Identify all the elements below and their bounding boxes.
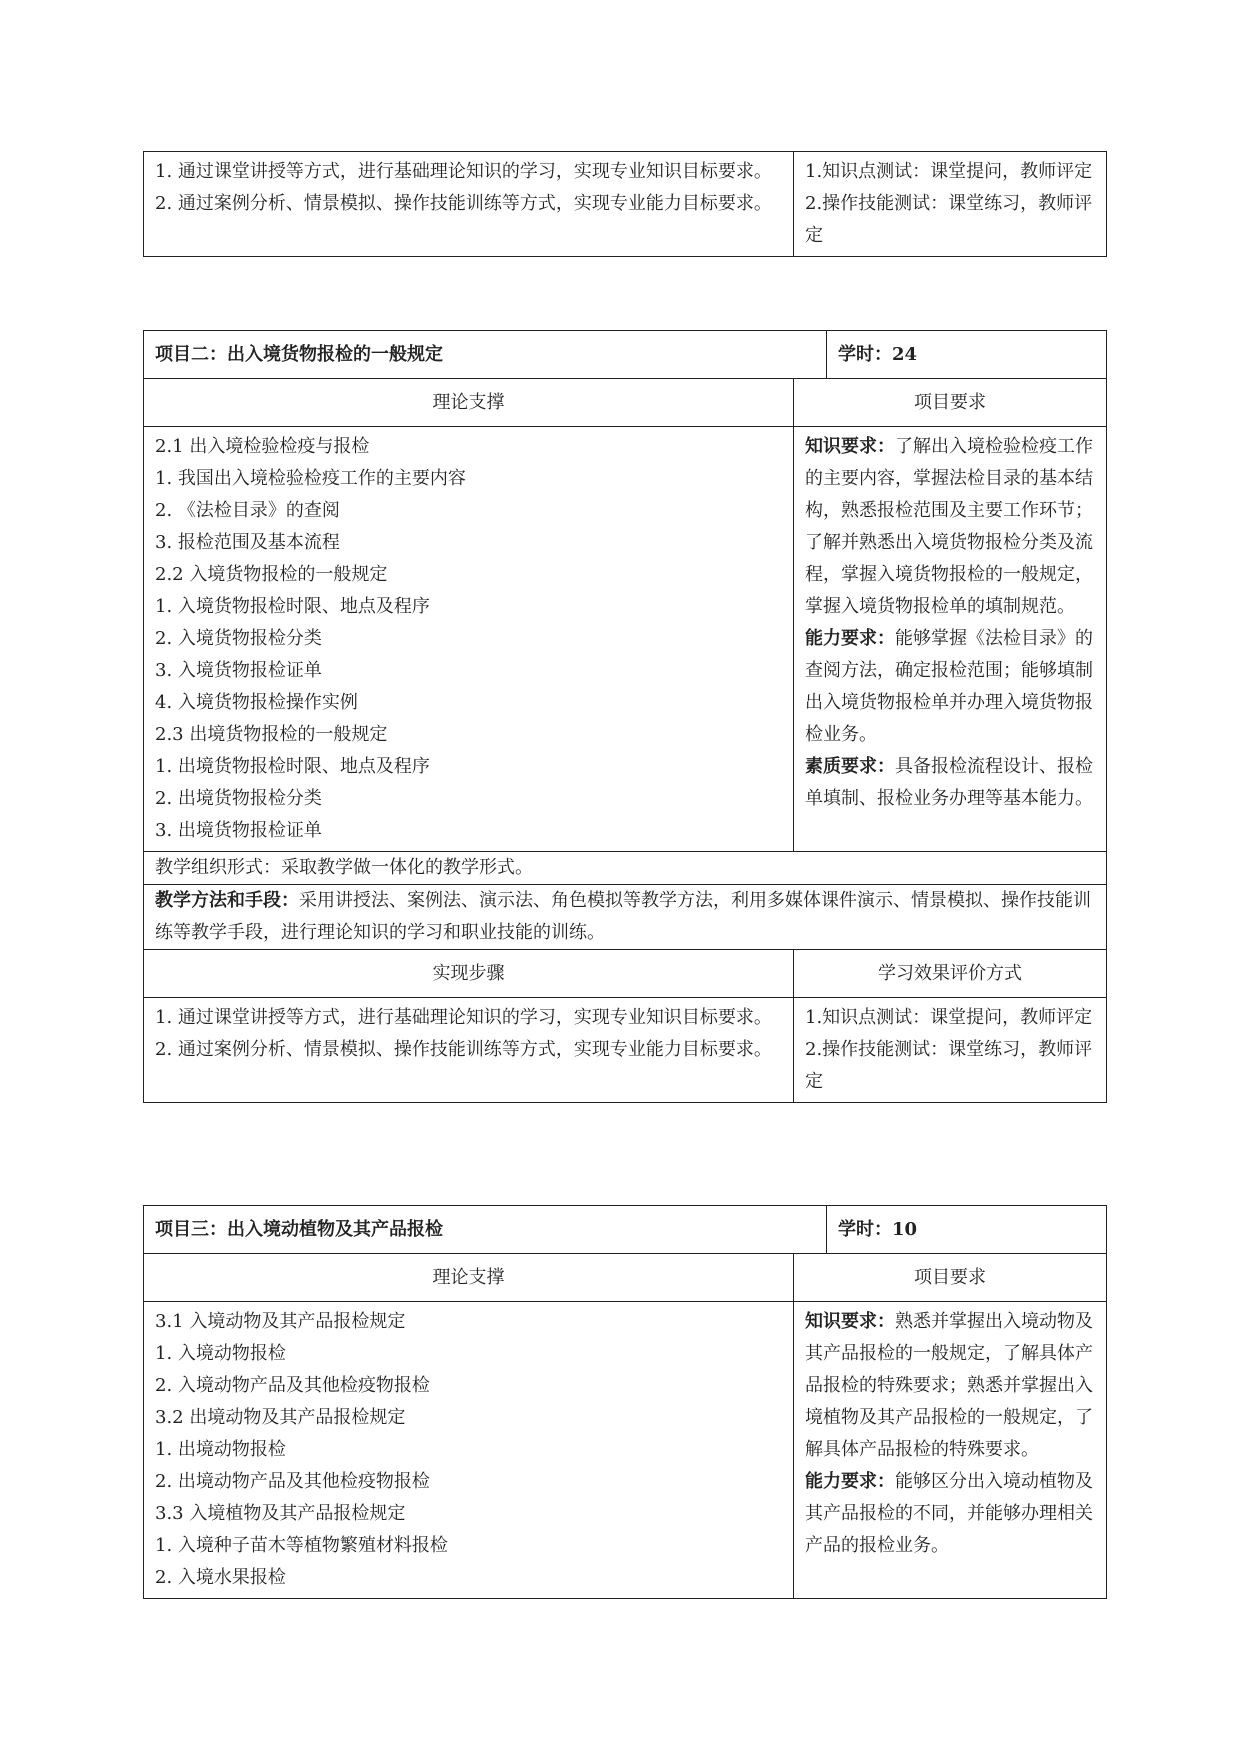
theory-item: 1. 入境动物报检 bbox=[155, 1343, 286, 1364]
knowledge-label: 知识要求： bbox=[805, 1311, 895, 1332]
quality-label: 素质要求： bbox=[805, 756, 895, 777]
theory-item: 2.1 出入境检验检疫与报检 bbox=[155, 436, 370, 457]
table-row bbox=[144, 331, 1107, 379]
theory-item: 2.2 入境货物报检的一般规定 bbox=[155, 564, 388, 585]
ability-text: 能够区分出入境动植物及其产品报检的不同，并能够办理相关产品的报检业务。 bbox=[805, 1471, 1093, 1556]
method-label: 教学方法和手段： bbox=[155, 890, 299, 911]
theory-header: 理论支撑 bbox=[144, 379, 794, 427]
project3-table bbox=[143, 1205, 1107, 1599]
knowledge-requirement bbox=[805, 1306, 1095, 1466]
evaluation-item: 定 bbox=[805, 1071, 823, 1092]
evaluation-header: 学习效果评价方式 bbox=[794, 950, 1107, 998]
table-row bbox=[144, 152, 1107, 257]
project-hours: 学时：10 bbox=[827, 1206, 1107, 1254]
steps-evaluation-table-1 bbox=[143, 151, 1107, 257]
project-hours: 学时：24 bbox=[827, 331, 1107, 379]
steps-cell bbox=[144, 152, 794, 257]
quality-text: 具备报检流程设计、报检单填制、报检业务办理等基本能力。 bbox=[805, 756, 1093, 809]
theory-item: 3. 入境货物报检证单 bbox=[155, 660, 322, 681]
steps-header: 实现步骤 bbox=[144, 950, 794, 998]
theory-item: 1. 入境货物报检时限、地点及程序 bbox=[155, 596, 430, 617]
teaching-methods bbox=[144, 885, 1107, 950]
theory-item: 2. 入境水果报检 bbox=[155, 1567, 286, 1588]
table-row bbox=[144, 852, 1107, 885]
requirements-cell bbox=[794, 1302, 1107, 1599]
knowledge-label: 知识要求： bbox=[805, 436, 895, 457]
theory-cell bbox=[144, 1302, 794, 1599]
theory-item: 2. 《法检目录》的查阅 bbox=[155, 500, 340, 521]
evaluation-item: 定 bbox=[805, 225, 823, 246]
theory-item: 3. 出境货物报检证单 bbox=[155, 820, 322, 841]
theory-item: 2. 入境动物产品及其他检疫物报检 bbox=[155, 1375, 430, 1396]
step-item: 2. 通过案例分析、情景模拟、操作技能训练等方式，实现专业能力目标要求。 bbox=[155, 193, 772, 214]
theory-item: 3.2 出境动物及其产品报检规定 bbox=[155, 1407, 406, 1428]
theory-item: 3.3 入境植物及其产品报检规定 bbox=[155, 1503, 406, 1524]
project-title: 项目二：出入境货物报检的一般规定 bbox=[144, 331, 827, 379]
method-text: 采用讲授法、案例法、演示法、角色模拟等教学方法，利用多媒体课件演示、情景模拟、操作技能训练等教学手段，进行理论知识的学习和职业技能的训练。 bbox=[155, 890, 1091, 943]
table-row bbox=[144, 427, 1107, 852]
requirements-header: 项目要求 bbox=[794, 1254, 1107, 1302]
table-row bbox=[144, 379, 1107, 427]
knowledge-text: 熟悉并掌握出入境动物及其产品报检的一般规定，了解具体产品报检的特殊要求；熟悉并掌握出入境植物及其产品报检的一般规定，了解具体产品报检的特殊要求。 bbox=[805, 1311, 1093, 1460]
theory-item: 1. 出境货物报检时限、地点及程序 bbox=[155, 756, 430, 777]
theory-item: 3. 报检范围及基本流程 bbox=[155, 532, 340, 553]
theory-cell bbox=[144, 427, 794, 852]
ability-label: 能力要求： bbox=[805, 628, 895, 649]
ability-requirement bbox=[805, 1466, 1095, 1562]
project2-table bbox=[143, 330, 1107, 1103]
ability-text: 能够掌握《法检目录》的查阅方法，确定报检范围；能够填制出入境货物报检单并办理入境货物报检业务。 bbox=[805, 628, 1093, 745]
requirements-cell bbox=[794, 427, 1107, 852]
evaluation-cell bbox=[794, 152, 1107, 257]
theory-header: 理论支撑 bbox=[144, 1254, 794, 1302]
evaluation-item: 2.操作技能测试：课堂练习，教师评 bbox=[805, 1039, 1093, 1060]
table-row bbox=[144, 1254, 1107, 1302]
step-item: 1. 通过课堂讲授等方式，进行基础理论知识的学习，实现专业知识目标要求。 bbox=[155, 1007, 772, 1028]
theory-item: 2. 入境货物报检分类 bbox=[155, 628, 322, 649]
evaluation-item: 1.知识点测试：课堂提问，教师评定 bbox=[805, 161, 1093, 182]
theory-item: 2. 出境货物报检分类 bbox=[155, 788, 322, 809]
step-item: 1. 通过课堂讲授等方式，进行基础理论知识的学习，实现专业知识目标要求。 bbox=[155, 161, 772, 182]
table-row bbox=[144, 998, 1107, 1103]
org-form: 教学组织形式：采取教学做一体化的教学形式。 bbox=[144, 852, 1107, 885]
table-row bbox=[144, 950, 1107, 998]
evaluation-item: 2.操作技能测试：课堂练习，教师评 bbox=[805, 193, 1093, 214]
steps-cell bbox=[144, 998, 794, 1103]
evaluation-cell bbox=[794, 998, 1107, 1103]
theory-item: 2.3 出境货物报检的一般规定 bbox=[155, 724, 388, 745]
theory-item: 3.1 入境动物及其产品报检规定 bbox=[155, 1311, 406, 1332]
ability-requirement bbox=[805, 623, 1095, 751]
evaluation-item: 1.知识点测试：课堂提问，教师评定 bbox=[805, 1007, 1093, 1028]
table-row bbox=[144, 1206, 1107, 1254]
project-title: 项目三：出入境动植物及其产品报检 bbox=[144, 1206, 827, 1254]
theory-item: 2. 出境动物产品及其他检疫物报检 bbox=[155, 1471, 430, 1492]
theory-item: 1. 入境种子苗木等植物繁殖材料报检 bbox=[155, 1535, 448, 1556]
table-row bbox=[144, 885, 1107, 950]
step-item: 2. 通过案例分析、情景模拟、操作技能训练等方式，实现专业能力目标要求。 bbox=[155, 1039, 772, 1060]
knowledge-requirement bbox=[805, 431, 1095, 623]
theory-item: 1. 出境动物报检 bbox=[155, 1439, 286, 1460]
ability-label: 能力要求： bbox=[805, 1471, 895, 1492]
quality-requirement bbox=[805, 751, 1095, 815]
theory-item: 4. 入境货物报检操作实例 bbox=[155, 692, 358, 713]
requirements-header: 项目要求 bbox=[794, 379, 1107, 427]
knowledge-text: 了解出入境检验检疫工作的主要内容，掌握法检目录的基本结构，熟悉报检范围及主要工作环节；了解并熟悉出入境货物报检分类及流程，掌握入境货物报检的一般规定，掌握入境货物报检单的填制规范。 bbox=[805, 436, 1093, 617]
theory-item: 1. 我国出入境检验检疫工作的主要内容 bbox=[155, 468, 466, 489]
table-row bbox=[144, 1302, 1107, 1599]
